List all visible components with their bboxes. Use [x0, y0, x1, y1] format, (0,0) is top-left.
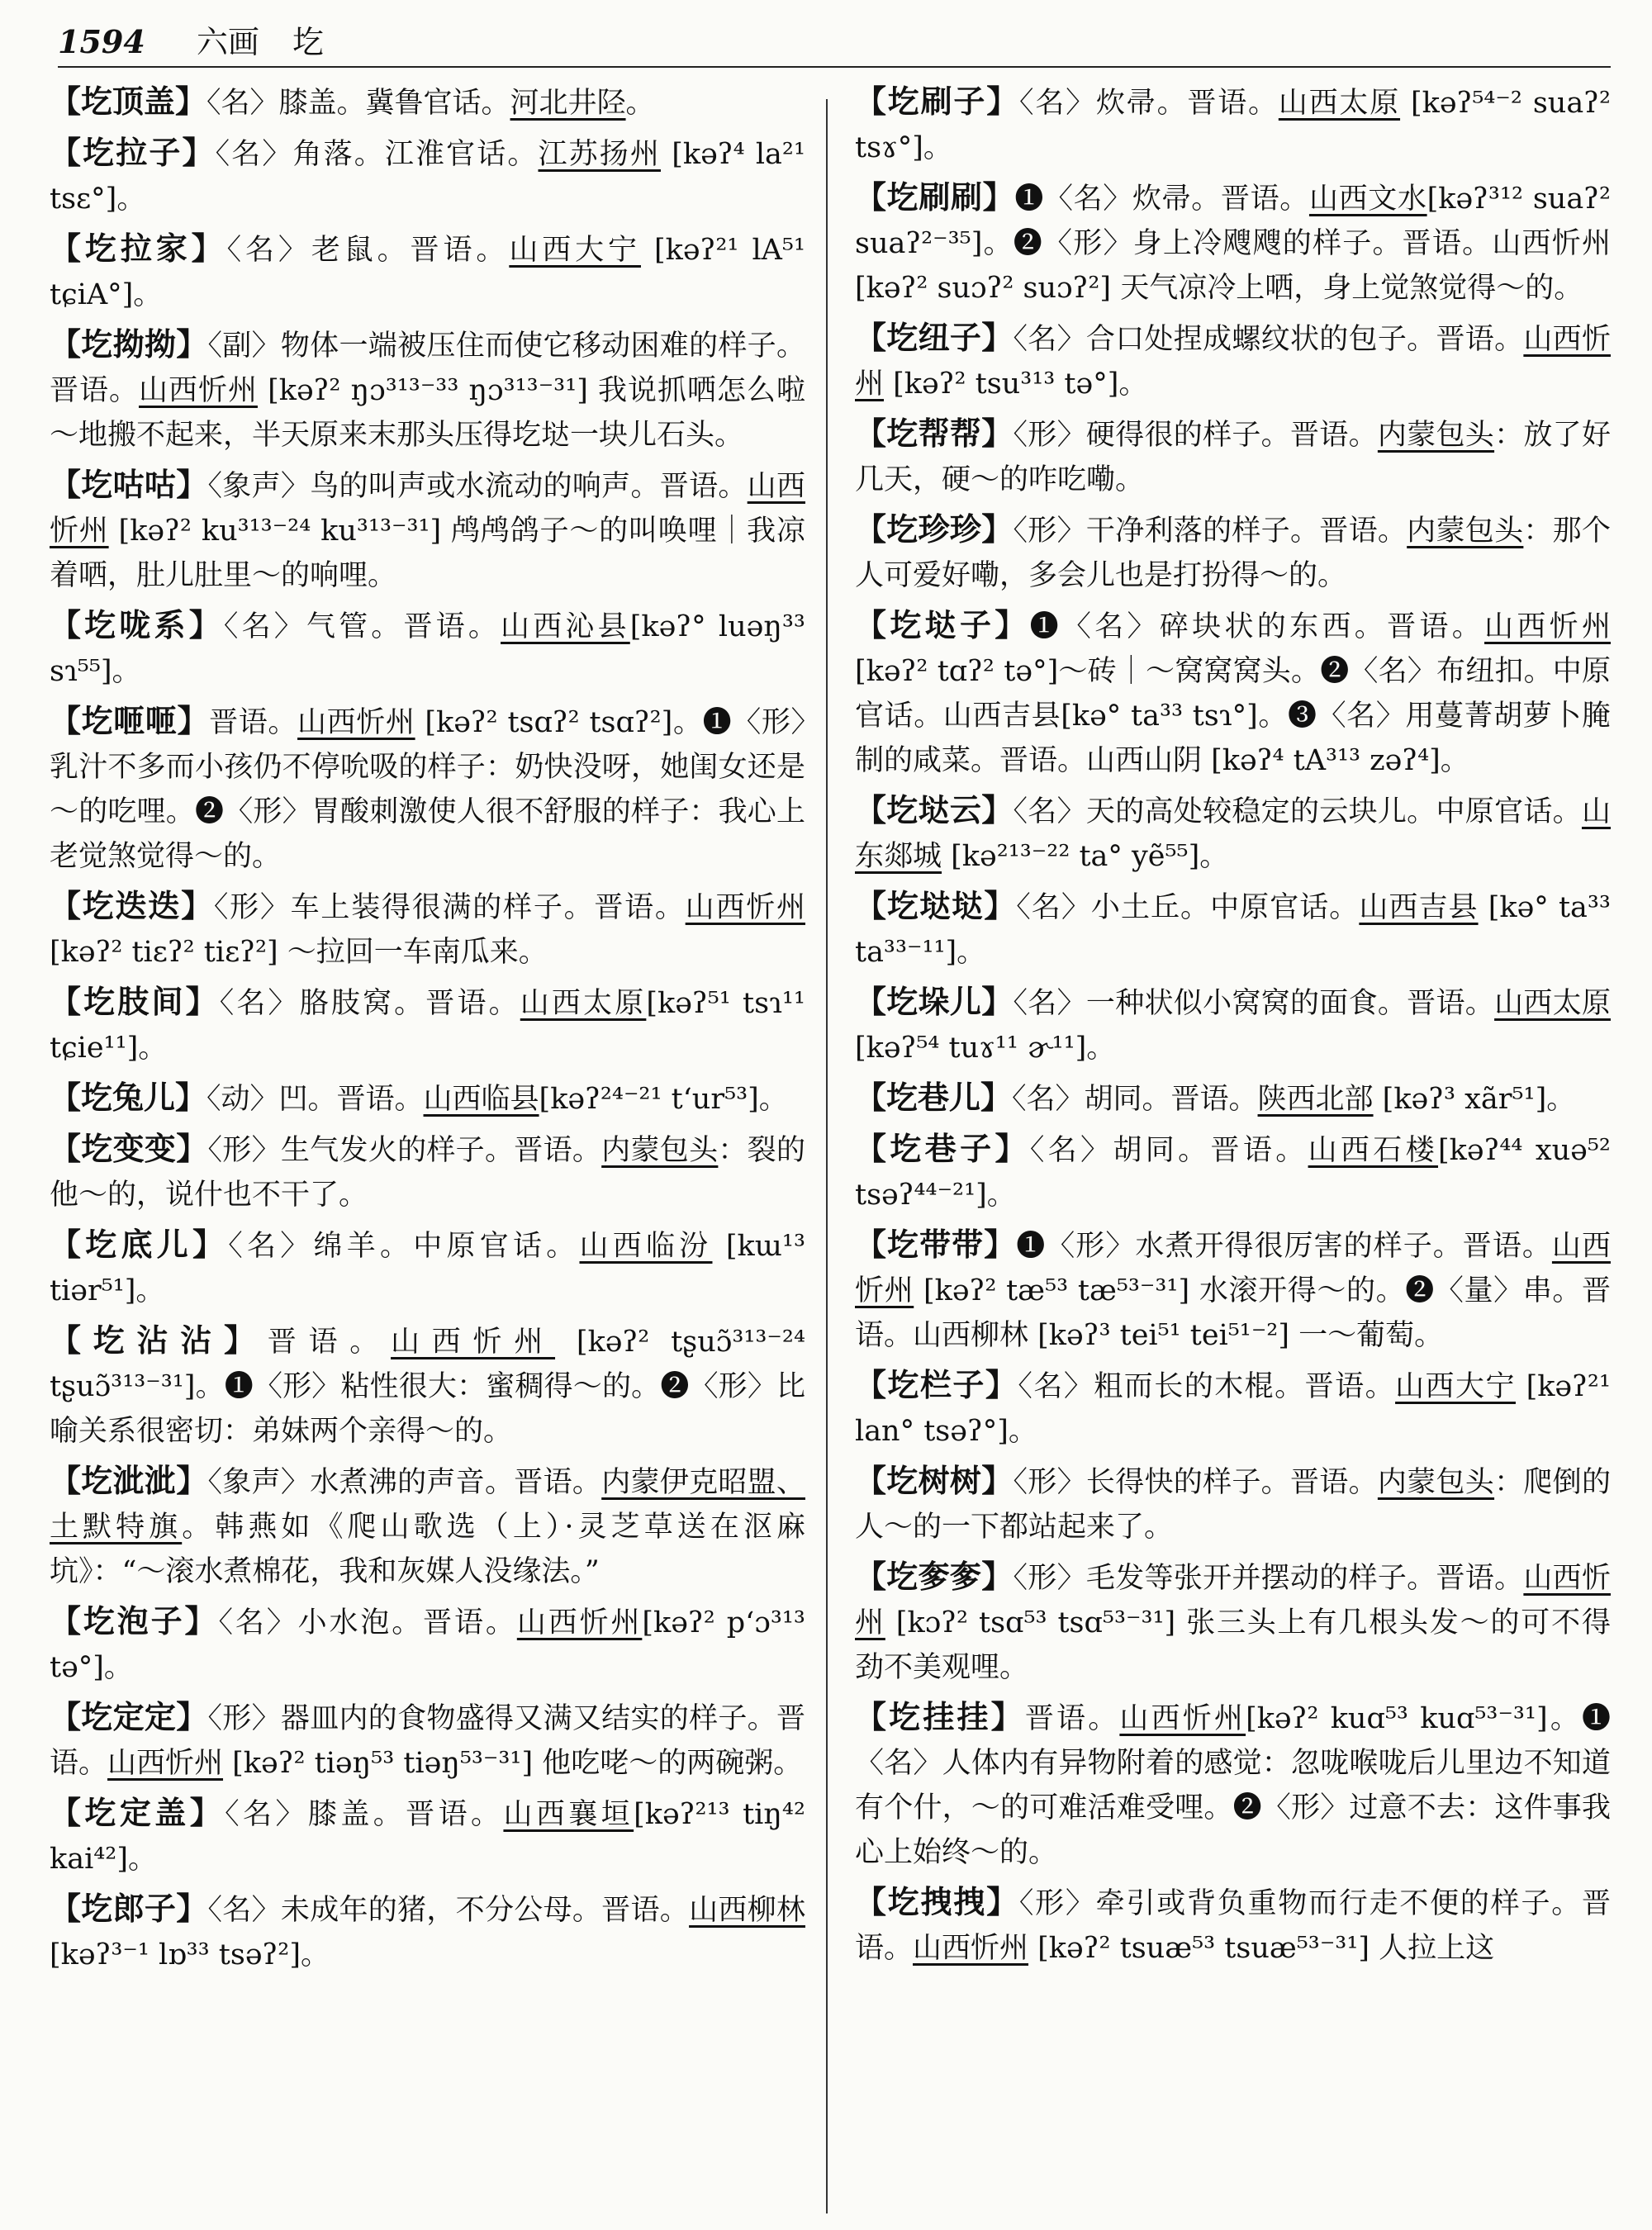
entry-headword: 【圪刷刷】 — [855, 178, 1015, 216]
dictionary-entry — [855, 411, 1611, 502]
entry-definition: 晋语。 — [1024, 1702, 1120, 1735]
entry-definition: 晋语。 — [209, 706, 298, 739]
entry-pronunciation-and-example: [kəʔ² pʻɔ³¹³ tə°]。 — [50, 1606, 805, 1684]
entry-location: 山西大宁 — [509, 234, 641, 267]
entry-definition: 〈名〉角落。江淮官话。 — [215, 138, 539, 171]
left-column — [50, 79, 805, 2218]
entry-headword: 【圪拗拗】 — [50, 325, 208, 363]
dictionary-entry — [50, 980, 805, 1070]
entry-headword: 【圪兔儿】 — [50, 1079, 207, 1116]
column-divider — [826, 99, 828, 2213]
entry-definition: 〈副〉物体一端被压住而使它移动困难的样子。晋语。 — [50, 330, 805, 407]
entry-pronunciation-and-example: [kəʔ³ xãr⁵¹]。 — [1373, 1083, 1576, 1116]
entry-headword: 【圪巷儿】 — [855, 1079, 1013, 1116]
dictionary-entry — [50, 603, 805, 694]
entry-pronunciation-and-example: [kəʔ²⁴⁻²¹ tʻur⁵³]。 — [539, 1083, 788, 1116]
entry-definition: 〈名〉老鼠。晋语。 — [226, 234, 510, 267]
entry-pronunciation-and-example: [kəʔ⁵⁴⁻² suaʔ² tsɤ°]。 — [855, 87, 1611, 164]
entry-location: 山西太原 — [1278, 87, 1401, 120]
entry-pronunciation-and-example: [kəʔ² tæ⁵³ tæ⁵³⁻³¹] 水滚开得～的。❷〈量〉串。晋语。山西柳林 [kəʔ³ tei⁵¹ tei⁵¹⁻²] 一～葡萄。 — [855, 1274, 1611, 1352]
dictionary-entry — [50, 1886, 805, 1977]
entry-headword: 【圪挂挂】 — [855, 1698, 1025, 1735]
entry-headword: 【圪咙系】 — [50, 606, 224, 643]
entry-location: 山西太原 — [520, 987, 647, 1020]
entry-location: 山西吉县 — [1359, 891, 1479, 924]
entry-headword: 【圪奓奓】 — [855, 1558, 1014, 1595]
entry-definition: ❶〈名〉炊帚。晋语。 — [1014, 183, 1309, 216]
entry-headword: 【圪泡子】 — [50, 1602, 219, 1639]
dictionary-entry — [855, 1363, 1611, 1454]
entry-pronunciation-and-example: [kəʔ² kuɑ⁵³ kuɑ⁵³⁻³¹]。❶〈名〉人体内有异物附着的感觉：忽咙喉咙后儿里边不知道有个什，～的可难活难受哩。❷〈形〉过意不去：这件事我心上始终～的。 — [855, 1702, 1611, 1869]
entry-location: 河北井陉 — [510, 87, 626, 120]
entry-pronunciation-and-example: 。 — [625, 87, 655, 120]
entry-headword: 【圪树树】 — [855, 1462, 1014, 1499]
entry-location: 山西忻州 — [138, 374, 258, 407]
entry-headword: 【圪垯云】 — [855, 791, 1014, 828]
entry-location: 山西文水 — [1308, 183, 1427, 216]
entry-headword: 【圪迭迭】 — [50, 887, 214, 924]
entry-definition: 〈名〉炊帚。晋语。 — [1019, 87, 1279, 120]
entry-headword: 【圪底儿】 — [50, 1226, 229, 1263]
dictionary-entry — [50, 1075, 805, 1122]
dictionary-entry — [50, 226, 805, 317]
entry-definition: 〈名〉胡同。晋语。 — [1012, 1083, 1258, 1116]
entry-definition: 〈形〉车上装得很满的样子。晋语。 — [213, 891, 686, 924]
dictionary-entry — [855, 316, 1611, 406]
entry-location: 山西忻州 — [297, 706, 415, 739]
entry-definition: 〈形〉硬得很的样子。晋语。 — [1013, 419, 1378, 452]
entry-definition: 〈形〉长得快的样子。晋语。 — [1013, 1466, 1378, 1499]
dictionary-entry — [855, 1695, 1611, 1875]
entry-headword: 【圪纽子】 — [855, 319, 1014, 356]
entry-headword: 【圪泚泚】 — [50, 1462, 208, 1499]
entry-pronunciation-and-example: 。韩燕如《爬山歌选（上）·灵芝草送在沤麻坑》：“～滚水煮棉花，我和灰媒人没缘法。” — [50, 1511, 805, 1588]
entry-headword: 【圪咂咂】 — [50, 702, 210, 739]
entry-definition: 〈名〉未成年的猪，不分公母。晋语。 — [207, 1894, 690, 1927]
entry-headword: 【圪带带】 — [855, 1226, 1017, 1263]
entry-definition: 〈名〉粗而长的木棍。晋语。 — [1018, 1370, 1396, 1403]
entry-definition: 〈形〉毛发等张开并摆动的样子。晋语。 — [1013, 1562, 1524, 1595]
dictionary-entry — [855, 1880, 1611, 1971]
dictionary-entry — [855, 1554, 1611, 1690]
entry-pronunciation-and-example: [kɔʔ² tsɑ⁵³ tsɑ⁵³⁻³¹] 张三头上有几根头发～的可不得劲不美观哩。 — [855, 1606, 1611, 1684]
entry-definition: 〈名〉胡同。晋语。 — [1029, 1134, 1308, 1167]
entry-pronunciation-and-example: [kəʔ° luəŋ³³ sɿ⁵⁵]。 — [50, 610, 805, 688]
page-header — [58, 18, 1611, 68]
entry-location: 山西忻州 — [855, 1230, 1611, 1307]
entry-definition: 〈名〉膝盖。晋语。 — [225, 1798, 504, 1831]
entry-pronunciation-and-example: [kəʔ² tɑʔ² tə°]～砖｜～窝窝窝头。❷〈名〉布纽扣。中原官话。山西吉县[kə° ta³³ tsɿ°]。❸〈名〉用蔓菁胡萝卜腌制的咸菜。晋语。山西山阴 [kəʔ⁴ tA³¹³ zəʔ⁴]。 — [855, 655, 1611, 777]
dictionary-entry — [50, 1695, 805, 1786]
entry-location: 山西忻州 — [685, 891, 805, 924]
dictionary-entry — [50, 1318, 805, 1454]
entry-headword: 【圪珍珍】 — [855, 510, 1014, 548]
entry-location: 内蒙包头 — [1377, 1466, 1495, 1499]
entry-definition: 〈形〉牵引或背负重物而行走不便的样子。晋语。 — [855, 1887, 1611, 1965]
entry-pronunciation-and-example: [kəʔ³¹² suaʔ² suaʔ²⁻³⁵]。❷〈形〉身上冷飕飕的样子。晋语。山西忻州 [kəʔ² suɔʔ² suɔʔ²] 天气凉冷上哂，身上觉煞觉得～的。 — [855, 183, 1611, 305]
entry-pronunciation-and-example: [kəʔ² tsuæ⁵³ tsuæ⁵³⁻³¹] 人拉上这 — [1028, 1932, 1495, 1965]
entry-headword: 【圪定定】 — [50, 1698, 208, 1735]
dictionary-entry — [855, 175, 1611, 311]
entry-pronunciation-and-example: ：爬倒的人～的一下都站起来了。 — [855, 1466, 1611, 1544]
dictionary-entry — [50, 884, 805, 975]
entry-pronunciation-and-example: ：裂的他～的，说什也不干了。 — [50, 1134, 805, 1212]
dictionary-entry — [855, 603, 1611, 783]
entry-pronunciation-and-example: [kəʔ² tiəŋ⁵³ tiəŋ⁵³⁻³¹] 他吃咾～的两碗粥。 — [223, 1747, 803, 1780]
dictionary-entry — [855, 507, 1611, 598]
stroke-section: 六画 — [196, 24, 259, 60]
entry-pronunciation-and-example: [kəʔ²¹ lA⁵¹ tɕiA°]。 — [50, 234, 805, 311]
dictionary-entry — [855, 884, 1611, 975]
entry-location: 山西沁县 — [501, 610, 630, 643]
entry-definition: ❶〈名〉碎块状的东西。晋语。 — [1029, 610, 1485, 643]
page-number: 1594 — [58, 23, 145, 60]
entry-pronunciation-and-example: [kəʔ²¹ lan° tsəʔ°]。 — [855, 1370, 1611, 1448]
entry-definition: 〈名〉合口处捏成螺纹状的包子。晋语。 — [1013, 323, 1524, 356]
dictionary-entry — [855, 1222, 1611, 1358]
entry-headword: 【圪栏子】 — [855, 1366, 1018, 1403]
entry-definition: ❶〈形〉水煮开得很厉害的样子。晋语。 — [1016, 1230, 1552, 1263]
dictionary-entry — [855, 1459, 1611, 1549]
dictionary-entry — [50, 79, 805, 126]
entry-headword: 【圪垯子】 — [855, 606, 1030, 643]
entry-location: 山西忻州 — [1119, 1702, 1246, 1735]
entry-definition: 〈动〉凹。晋语。 — [206, 1083, 424, 1116]
entry-location: 内蒙包头 — [601, 1134, 719, 1167]
entry-headword: 【圪拽拽】 — [855, 1883, 1019, 1920]
entry-pronunciation-and-example: [kəʔ⁵¹ tsɿ¹¹ tɕie¹¹]。 — [50, 987, 805, 1065]
entry-headword: 【圪垯垯】 — [855, 887, 1017, 924]
entry-pronunciation-and-example: ：放了好几天，硬～的咋吃嘞。 — [855, 419, 1611, 496]
entry-location: 山西忻州 — [516, 1606, 643, 1639]
entry-location: 山西太原 — [1494, 987, 1611, 1020]
entry-headword: 【圪垛儿】 — [855, 983, 1014, 1020]
entry-pronunciation-and-example: [kə° ta³³ ta³³⁻¹¹]。 — [855, 891, 1611, 969]
entry-location: 山西石楼 — [1308, 1134, 1439, 1167]
entry-location: 陕西北部 — [1257, 1083, 1374, 1116]
entry-pronunciation-and-example: [kəʔ⁴ la²¹ tsɛ°]。 — [50, 138, 805, 216]
entry-location: 山东郯城 — [855, 795, 1611, 873]
entry-pronunciation-and-example: [kə²¹³⁻²² ta° yẽ⁵⁵]。 — [942, 840, 1229, 873]
entry-definition: 〈象声〉鸟的叫声或水流动的响声。晋语。 — [207, 470, 748, 503]
dictionary-entry — [855, 980, 1611, 1070]
entry-pronunciation-and-example: [kɯ¹³ tiər⁵¹]。 — [50, 1230, 805, 1307]
dictionary-entry — [50, 1599, 805, 1690]
entry-location: 山西忻州 — [913, 1932, 1029, 1965]
dictionary-entry — [50, 463, 805, 598]
entry-pronunciation-and-example: [kəʔ⁵⁴ tuɤ¹¹ ɚ¹¹]。 — [855, 1032, 1116, 1065]
entry-definition: 〈象声〉水煮沸的声音。晋语。 — [207, 1466, 602, 1499]
entry-location: 山西临汾 — [579, 1230, 713, 1263]
entry-location: 山西忻州 — [50, 470, 805, 548]
entry-location: 内蒙包头 — [1377, 419, 1495, 452]
right-column — [855, 79, 1611, 2218]
dictionary-entry — [855, 788, 1611, 879]
dictionary-entry — [50, 1459, 805, 1594]
entry-definition: 〈形〉器皿内的食物盛得又满又结实的样子。晋语。 — [50, 1702, 805, 1780]
entry-headword: 【圪郎子】 — [50, 1890, 208, 1927]
dictionary-entry — [50, 130, 805, 221]
entry-location: 山西忻州 — [855, 323, 1611, 401]
entry-headword: 【圪顶盖】 — [50, 83, 207, 120]
entry-definition: 〈名〉膝盖。冀鲁官话。 — [206, 87, 510, 120]
entry-pronunciation-and-example: [kəʔ² tiɛʔ² tiɛʔ²] ～拉回一车南瓜来。 — [50, 936, 548, 969]
entry-headword: 【圪咕咕】 — [50, 466, 208, 503]
dictionary-entry — [50, 1791, 805, 1881]
entry-headword: 【圪拉子】 — [50, 134, 216, 171]
entry-pronunciation-and-example: [kəʔ² tʂuɔ̃³¹³⁻²⁴ tʂuɔ̃³¹³⁻³¹]。❶〈形〉粘性很大：蜜稠得～的。❷〈形〉比喻关系很密切：弟妹两个亲得～的。 — [50, 1326, 805, 1448]
entry-pronunciation-and-example: [kəʔ² ku³¹³⁻²⁴ ku³¹³⁻³¹] 鸬鸬鸽子～的叫唤哩｜我凉着哂，肚儿肚里～的响哩。 — [50, 515, 805, 592]
dictionary-entry — [50, 1222, 805, 1313]
entry-pronunciation-and-example: [kəʔ⁴⁴ xuə⁵² tsəʔ⁴⁴⁻²¹]。 — [855, 1134, 1611, 1212]
entry-headword: 【圪帮帮】 — [855, 415, 1014, 452]
dictionary-entry — [855, 1075, 1611, 1122]
entry-definition: 〈形〉生气发火的样子。晋语。 — [207, 1134, 602, 1167]
entry-headword: 【圪沾沾】 — [50, 1321, 268, 1359]
entry-pronunciation-and-example: [kəʔ³⁻¹ lɒ³³ tsəʔ²]。 — [50, 1938, 330, 1971]
entry-headword: 【圪巷子】 — [855, 1130, 1030, 1167]
entry-definition: 〈名〉绵羊。中原官话。 — [228, 1230, 580, 1263]
entry-definition: 晋语。 — [267, 1326, 392, 1359]
entry-pronunciation-and-example: [kəʔ² tsu³¹³ tə°]。 — [884, 368, 1148, 401]
entry-location: 山西大宁 — [1395, 1370, 1516, 1403]
entry-location: 山西忻州 — [107, 1747, 224, 1780]
entry-location: 山西柳林 — [689, 1894, 805, 1927]
entry-definition: 〈名〉天的高处较稳定的云块儿。中原官话。 — [1013, 795, 1582, 828]
entry-definition: 〈名〉一种状似小窝窝的面食。晋语。 — [1013, 987, 1495, 1020]
entry-definition: 〈名〉胳肢窝。晋语。 — [219, 987, 520, 1020]
entry-location: 江苏扬州 — [538, 138, 661, 171]
dictionary-entry — [855, 1127, 1611, 1217]
head-character: 圪 — [292, 24, 324, 60]
entry-pronunciation-and-example: [kəʔ² tsɑʔ² tsɑʔ²]。❶〈形〉乳汁不多而小孩仍不停吮吸的样子：奶快没呀，她闺女还是～的吃哩。❷〈形〉胃酸刺激使人很不舒服的样子：我心上老觉煞觉得～的。 — [50, 706, 805, 873]
entry-definition: 〈形〉干净利落的样子。晋语。 — [1013, 515, 1408, 548]
entry-location: 山西忻州 — [391, 1326, 556, 1359]
entry-location: 山西忻州 — [855, 1562, 1611, 1639]
entry-headword: 【圪刷子】 — [855, 83, 1020, 120]
entry-pronunciation-and-example: [kəʔ²¹³ tiŋ⁴² kai⁴²]。 — [50, 1798, 805, 1876]
dictionary-entry — [50, 1127, 805, 1217]
entry-location: 山西临县 — [423, 1083, 539, 1116]
entry-pronunciation-and-example: ：那个人可爱好嘞，多会儿也是打扮得～的。 — [855, 515, 1611, 592]
dictionary-entry — [855, 79, 1611, 170]
entry-location: 内蒙包头 — [1407, 515, 1524, 548]
entry-definition: 〈名〉小土丘。中原官话。 — [1016, 891, 1360, 924]
dictionary-entry — [50, 322, 805, 458]
entry-definition: 〈名〉气管。晋语。 — [223, 610, 501, 643]
entry-headword: 【圪肢间】 — [50, 983, 220, 1020]
entry-definition: 〈名〉小水泡。晋语。 — [218, 1606, 517, 1639]
entry-location: 内蒙伊克昭盟、土默特旗 — [50, 1466, 805, 1544]
entry-headword: 【圪定盖】 — [50, 1794, 225, 1831]
entry-location: 山西襄垣 — [503, 1798, 634, 1831]
entry-location: 山西忻州 — [1484, 610, 1611, 643]
entry-headword: 【圪变变】 — [50, 1130, 208, 1167]
entry-headword: 【圪拉家】 — [50, 230, 227, 267]
dictionary-entry — [50, 699, 805, 879]
entry-pronunciation-and-example: [kəʔ² ŋɔ³¹³⁻³³ ŋɔ³¹³⁻³¹] 我说抓哂怎么啦～地搬不起来，半天原来末那头压得圪垯一块儿石头。 — [50, 374, 805, 452]
